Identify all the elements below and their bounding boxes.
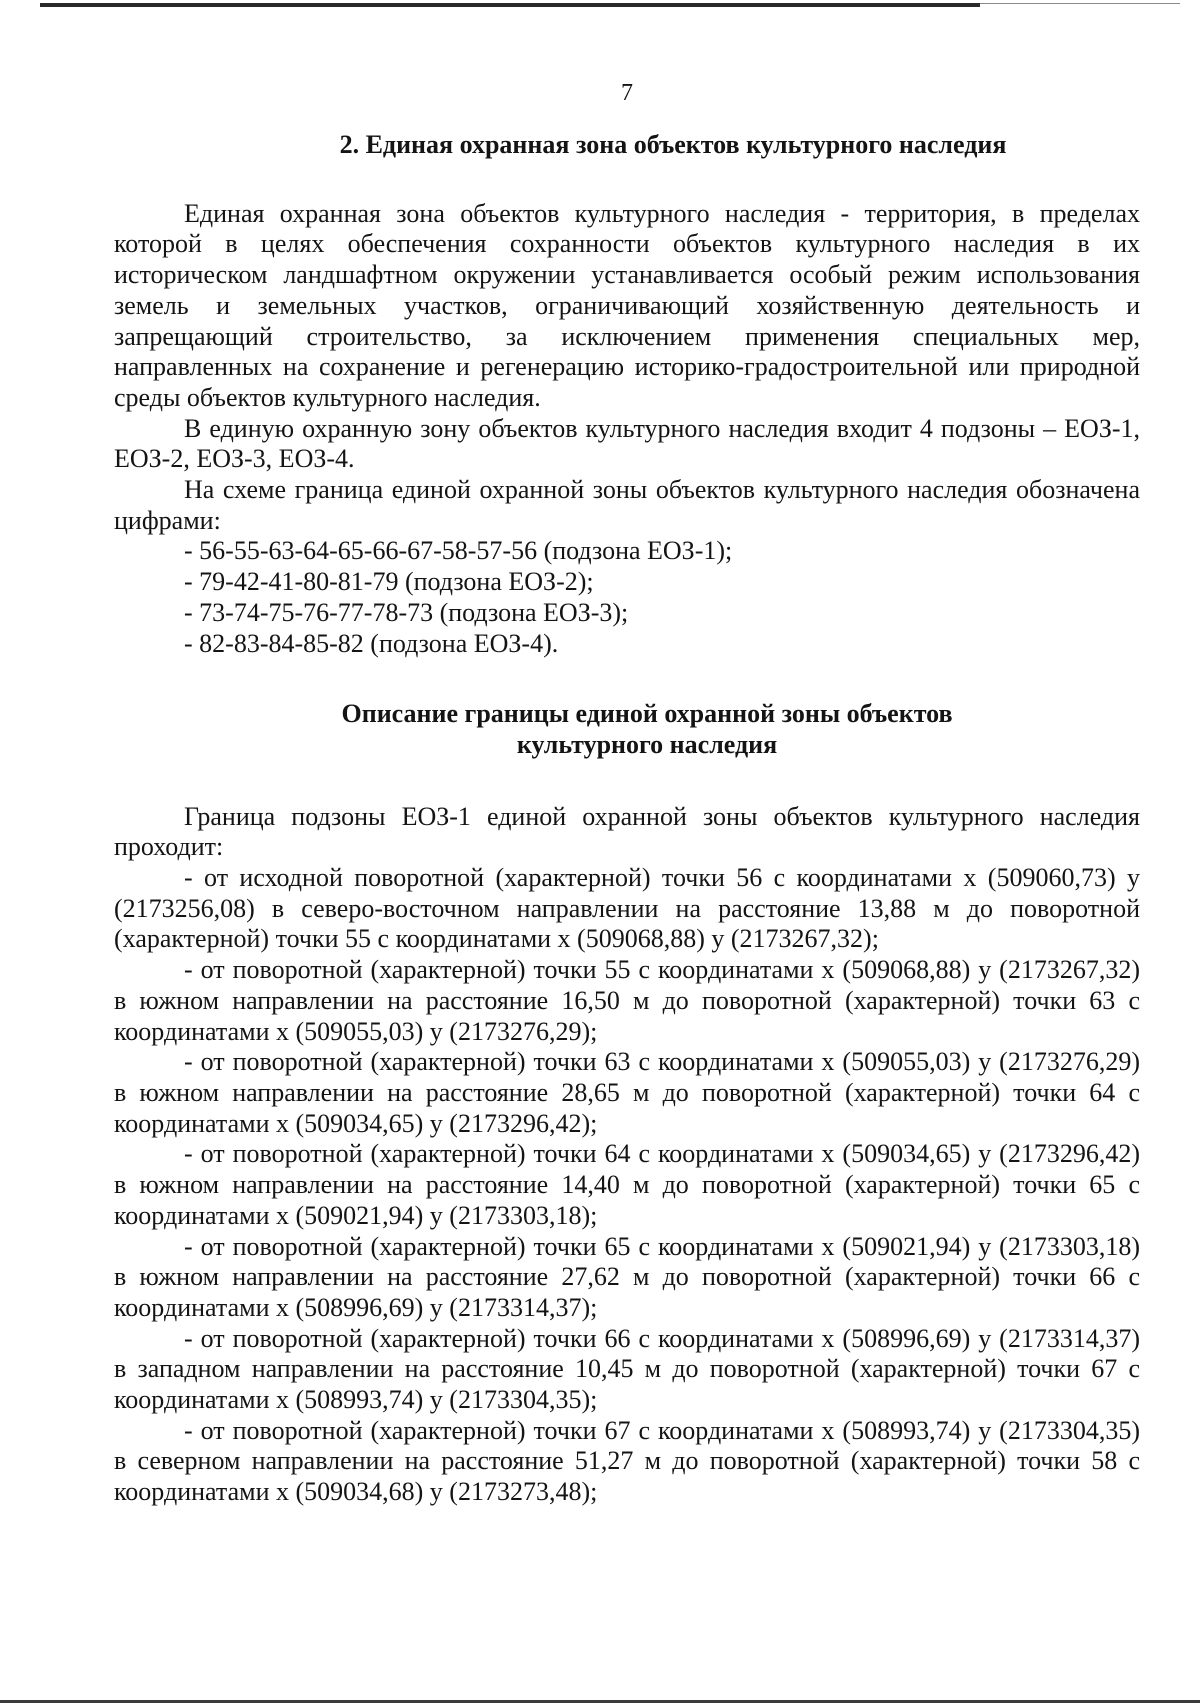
list-item: - 82-83-84-85-82 (подзона ЕОЗ-4). <box>184 628 559 658</box>
page-number-text: 7 <box>621 80 633 106</box>
boundary-segment: - от поворотной (характерной) точки 67 с координатами х (508993,74) у (2173304,35) в северном направлении на расстояние 51,27 м до поворотной (характерной) точки 58 с координатами х (509034,68) у (2173273,48); <box>114 1415 1140 1507</box>
scheme-paragraph: На схеме граница единой охранной зоны объектов культурного наследия обозначена цифрами: <box>114 475 1140 535</box>
section-title: 2. Единая охранная зона объектов культурного наследия <box>339 130 1007 159</box>
description-title-line: культурного наследия <box>516 729 778 759</box>
boundary-segment: - от исходной поворотной (характерной) точки 56 с координатами х (509060,73) у (2173256,08) в северо-восточном направлении на расстояние 13,88 м до поворотной (характерной) точки 55 с координатами х (509068,88) у (2173267,32); <box>114 863 1140 954</box>
boundary-segment: - от поворотной (характерной) точки 65 с координатами х (509021,94) у (2173303,18) в южном направлении на расстояние 27,62 м до поворотной (характерной) точки 66 с координатами х (508996,69) у (2173314,37); <box>114 1231 1140 1322</box>
subzones-paragraph: В единую охранную зону объектов культурного наследия входит 4 подзоны – ЕОЗ-1, ЕОЗ-2, ЕОЗ-3, ЕОЗ-4. <box>114 413 1140 474</box>
boundary-segment: - от поворотной (характерной) точки 55 с координатами х (509068,88) у (2173267,32) в южном направлении на расстояние 16,50 м до поворотной (характерной) точки 63 с координатами х (509055,03) у (2173276,29); <box>114 955 1140 1046</box>
boundary-segment: - от поворотной (характерной) точки 63 с координатами х (509055,03) у (2173276,29) в южном направлении на расстояние 28,65 м до поворотной (характерной) точки 64 с координатами х (509034,65) у (2173296,42); <box>114 1047 1140 1138</box>
page-number <box>114 78 1140 112</box>
description-lead: Граница подзоны ЕОЗ-1 единой охранной зоны объектов культурного наследия проходит: <box>114 801 1140 862</box>
boundary-segment: - от поворотной (характерной) точки 66 с координатами х (508996,69) у (2173314,37) в западном направлении на расстояние 10,45 м до поворотной (характерной) точки 67 с координатами х (508993,74) у (2173304,35); <box>114 1323 1140 1415</box>
scan-edge-top-thin <box>980 3 1180 4</box>
list-item: - 73-74-75-76-77-78-73 (подзона ЕОЗ-3); <box>184 597 629 627</box>
scan-edge-top <box>40 3 980 7</box>
description-title-line: Описание границы единой охранной зоны объектов <box>341 699 953 729</box>
list-item: - 56-55-63-64-65-66-67-58-57-56 (подзона ЕОЗ-1); <box>184 536 733 566</box>
document-page <box>114 78 1140 1508</box>
list-item: - 79-42-41-80-81-79 (подзона ЕОЗ-2); <box>184 567 594 597</box>
description-title <box>114 699 1140 760</box>
definition-paragraph: Единая охранная зона объектов культурного наследия - территория, в пределах которой в целях обеспечения сохранности объектов культурного наследия в их историческом ландшафтном окружении устанавливается особый режим использования земель и земельных участков, ограничивающий хозяйственную деятельность и запрещающий строительство, за исключением применения специальных мер, направленных на сохранение и регенерацию историко-градостроительной или природной среды объектов культурного наследия. <box>114 198 1140 412</box>
boundary-segment: - от поворотной (характерной) точки 64 с координатами х (509034,65) у (2173296,42) в южном направлении на расстояние 14,40 м до поворотной (характерной) точки 65 с координатами х (509021,94) у (2173303,18); <box>114 1139 1140 1230</box>
scan-edge-bottom <box>0 1700 1200 1703</box>
